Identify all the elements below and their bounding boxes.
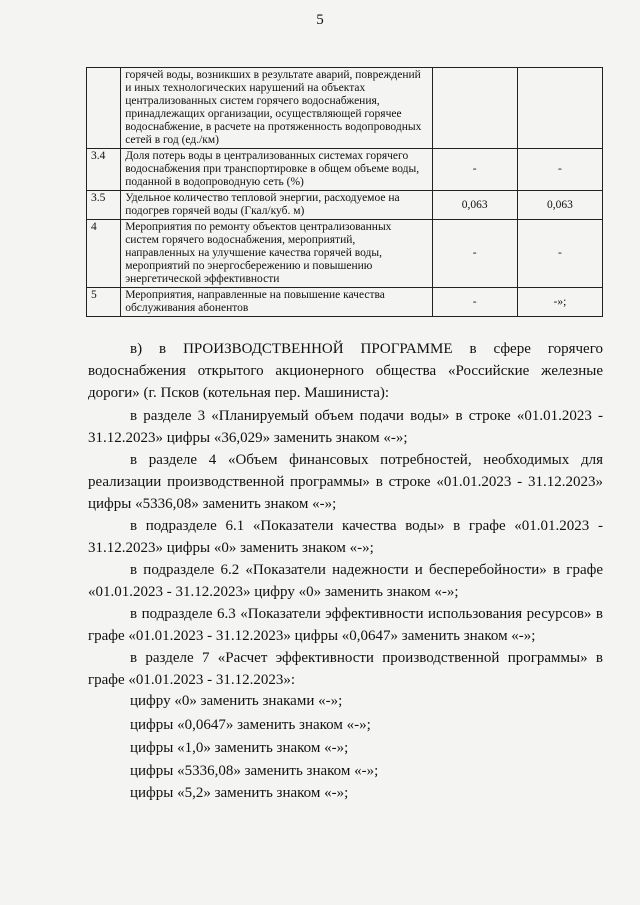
row-value-1 xyxy=(432,68,517,149)
indicators-table xyxy=(86,67,603,317)
paragraph-subsection-6-3: в подразделе 6.3 «Показатели эффективности использования ресурсов» в графе «01.01.2023 - 31.12.2023» цифры «0,0647» заменить знаком «-»; xyxy=(88,606,603,644)
row-value-1: - xyxy=(432,149,517,191)
list-item: цифры «5,2» заменить знаком «-»; xyxy=(130,785,349,801)
table-row xyxy=(87,149,603,191)
row-value-2: - xyxy=(517,149,602,191)
row-number: 3.4 xyxy=(87,149,121,191)
row-value-2: -»; xyxy=(517,288,602,317)
row-value-2: - xyxy=(517,220,602,288)
list-item: цифры «1,0» заменить знаком «-»; xyxy=(130,740,349,756)
paragraph-section-7: в разделе 7 «Расчет эффективности производственной программы» в графе «01.01.2023 - 31.12.2023»: xyxy=(88,650,603,688)
list-item: цифры «0,0647» заменить знаком «-»; xyxy=(130,717,371,733)
list-item: цифру «0» заменить знаками «-»; xyxy=(130,693,343,709)
row-text: Доля потерь воды в централизованных системах горячего водоснабжения при транспортировке в общем объеме воды, поданной в водопроводную сеть (%) xyxy=(121,149,432,191)
page-number: 5 xyxy=(316,12,324,28)
row-text: Мероприятия, направленные на повышение качества обслуживания абонентов xyxy=(121,288,432,317)
paragraph-section-4: в разделе 4 «Объем финансовых потребностей, необходимых для реализации производственной программы» в строке «01.01.2023 - 31.12.2023» цифры «5336,08» заменить знаком «-»; xyxy=(88,452,603,512)
row-value-2 xyxy=(517,68,602,149)
row-value-1: - xyxy=(432,288,517,317)
row-number: 5 xyxy=(87,288,121,317)
table-row xyxy=(87,288,603,317)
row-value-1: 0,063 xyxy=(432,191,517,220)
row-text: горячей воды, возникших в результате аварий, повреждений и иных технологических нарушений на объектах централизованных систем горячего водоснабжения, принадлежащих организации, осуществляющей горячее водоснабжение, в расчете на протяженность водопроводных сетей в год (ед./км) xyxy=(121,68,432,149)
paragraph-section-3: в разделе 3 «Планируемый объем подачи воды» в строке «01.01.2023 - 31.12.2023» цифры «36,029» заменить знаком «-»; xyxy=(88,408,603,446)
table-row xyxy=(87,220,603,288)
row-value-2: 0,063 xyxy=(517,191,602,220)
paragraph-subsection-6-1: в подразделе 6.1 «Показатели качества воды» в графе «01.01.2023 - 31.12.2023» цифры «0» заменить знаком «-»; xyxy=(88,518,603,556)
row-number: 3.5 xyxy=(87,191,121,220)
row-text: Мероприятия по ремонту объектов централизованных систем горячего водоснабжения, мероприятий, направленных на улучшение качества горячей воды, мероприятий по энергосбережению и повышению энергетической эффективности xyxy=(121,220,432,288)
row-value-1: - xyxy=(432,220,517,288)
row-text: Удельное количество тепловой энергии, расходуемое на подогрев горячей воды (Гкал/куб. м) xyxy=(121,191,432,220)
table-row xyxy=(87,191,603,220)
paragraph-subsection-6-2: в подразделе 6.2 «Показатели надежности и бесперебойности» в графе «01.01.2023 - 31.12.2023» цифру «0» заменить знаком «-»; xyxy=(88,562,603,600)
table-row xyxy=(87,68,603,149)
list-item: цифры «5336,08» заменить знаком «-»; xyxy=(130,763,379,779)
paragraph-production-program: в) в ПРОИЗВОДСТВЕННОЙ ПРОГРАММЕ в сфере горячего водоснабжения открытого акционерного общества «Российские железные дороги» (г. Псков (котельная пер. Машиниста): xyxy=(88,341,603,401)
row-number xyxy=(87,68,121,149)
row-number: 4 xyxy=(87,220,121,288)
